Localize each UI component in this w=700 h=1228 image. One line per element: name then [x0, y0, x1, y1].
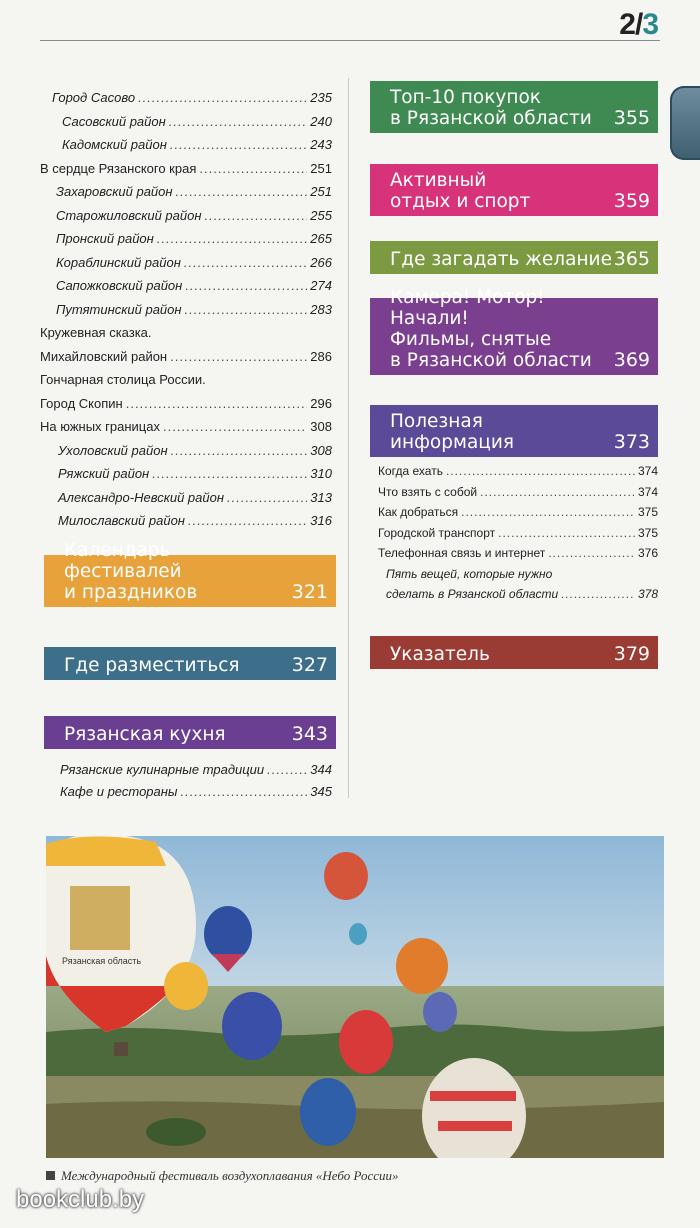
toc-entry-line: Кружевная сказка. — [40, 325, 152, 340]
toc-title: Захаровский район — [56, 184, 173, 199]
toc-title: Пронский район — [56, 231, 154, 246]
band-label: Где загадать желание — [390, 249, 612, 270]
watermark: bookclub.by — [16, 1186, 145, 1213]
toc-page: 308 — [310, 442, 332, 458]
toc-leader — [170, 345, 307, 369]
balloon-text: Рязанская область — [62, 956, 142, 966]
toc-page: 310 — [310, 466, 332, 481]
toc-entry[interactable] — [0, 439, 332, 463]
band-info[interactable] — [370, 405, 658, 457]
toc-title: Рязанские кулинарные традиции — [60, 762, 265, 777]
toc-title: Как добраться — [378, 505, 459, 519]
toc-title: Городской транспорт — [378, 525, 496, 540]
toc-entry[interactable] — [0, 274, 332, 298]
toc-page: 286 — [310, 348, 332, 364]
band-label: Календарь фестивалей и праздников — [64, 540, 198, 603]
toc-page: 376 — [637, 546, 658, 560]
toc-entry[interactable] — [60, 781, 332, 803]
toc-page: 283 — [310, 301, 332, 317]
toc-title: Александро-Невский район — [58, 489, 224, 505]
toc-page: 344 — [310, 762, 332, 777]
band-shopping[interactable] — [370, 81, 658, 133]
toc-page: 374 — [637, 484, 658, 499]
toc-page: 308 — [310, 419, 332, 434]
band-page: 355 — [613, 107, 650, 129]
toc-title: Город Сасово — [52, 90, 136, 105]
toc-page: 313 — [310, 489, 332, 505]
band-festivals[interactable] — [44, 540, 336, 607]
balloon-photo — [46, 836, 664, 1158]
toc-leader — [176, 180, 308, 204]
toc-title: В сердце Рязанского края — [40, 160, 197, 176]
toc-title: Город Скопин — [40, 395, 123, 411]
toc-leader — [561, 584, 635, 605]
toc-page: 251 — [310, 184, 332, 199]
toc-title: Милославский район — [58, 513, 185, 528]
toc-title: Сасовский район — [62, 113, 166, 129]
toc-entry[interactable] — [376, 584, 658, 605]
toc-page: 345 — [310, 784, 332, 799]
toc-page: 375 — [637, 525, 658, 540]
toc-leader — [152, 462, 307, 486]
toc-entry[interactable] — [376, 502, 658, 523]
band-page: 369 — [613, 349, 650, 371]
toc-page: 251 — [310, 160, 332, 176]
toc-page: 378 — [637, 587, 658, 601]
toc-entry[interactable] — [376, 523, 658, 544]
toc-title: Старожиловский район — [56, 207, 202, 223]
toc-entry[interactable] — [0, 462, 332, 486]
toc-leader — [163, 415, 307, 439]
toc-entry[interactable] — [0, 486, 332, 510]
band-label: Рязанская кухня — [64, 724, 226, 745]
toc-entry-line: Гончарная столица России. — [40, 372, 206, 387]
toc-title: Ряжский район — [58, 466, 150, 481]
band-label: Где разместиться — [64, 655, 240, 676]
band-label: Камера! Мотор! Начали! Фильмы, снятые в Рязанской области — [390, 287, 592, 371]
page-number: 2/3 — [619, 8, 658, 41]
band-page: 379 — [613, 643, 650, 665]
toc-leader — [185, 274, 307, 298]
photo-caption: Международный фестиваль воздухоплавания «Небо России» — [46, 1168, 398, 1184]
kitchen-toc — [60, 759, 332, 803]
toc-page: 296 — [310, 395, 332, 411]
toc-title: Путятинский район — [56, 301, 182, 317]
toc-page: 243 — [310, 137, 332, 152]
toc-entry[interactable] — [376, 482, 658, 503]
toc-leader — [169, 110, 308, 134]
toc-entry[interactable] — [0, 86, 332, 110]
toc-entry[interactable] — [0, 180, 332, 204]
band-page: 365 — [613, 248, 650, 270]
toc-leader — [227, 486, 307, 510]
toc-leader — [170, 133, 307, 157]
toc-leader — [188, 509, 307, 533]
info-toc — [376, 461, 658, 605]
band-films[interactable] — [370, 287, 658, 375]
band-index[interactable] — [370, 636, 658, 669]
toc-title: Кораблинский район — [56, 254, 181, 270]
toc-entry[interactable] — [0, 509, 332, 533]
column-divider — [348, 78, 349, 798]
toc-leader — [199, 157, 307, 181]
toc-title: Телефонная связь и интернет — [378, 546, 546, 560]
toc-title: Кадомский район — [62, 137, 167, 152]
toc-entry[interactable] — [0, 204, 332, 228]
left-toc — [0, 86, 332, 533]
toc-title: Михайловский район — [40, 348, 168, 364]
toc-title: сделать в Рязанской области — [386, 587, 559, 601]
band-label: Топ-10 покупок в Рязанской области — [390, 87, 592, 129]
toc-page: 316 — [310, 513, 332, 528]
band-accommodation[interactable] — [44, 647, 336, 680]
toc-entry[interactable] — [0, 110, 332, 134]
toc-title: Что взять с собой — [378, 484, 478, 499]
toc-title: На южных границах — [40, 419, 160, 434]
toc-entry[interactable] — [60, 759, 332, 781]
toc-page: 255 — [310, 207, 332, 223]
toc-page: 274 — [310, 278, 332, 293]
toc-leader — [498, 523, 635, 544]
toc-leader — [446, 461, 635, 482]
toc-leader — [138, 86, 307, 110]
toc-leader — [126, 392, 308, 416]
toc-entry[interactable] — [376, 461, 658, 482]
toc-title: Сапожковский район — [56, 278, 183, 293]
toc-leader — [205, 204, 308, 228]
toc-leader — [185, 298, 308, 322]
band-page: 321 — [291, 581, 328, 603]
toc-entry[interactable] — [0, 251, 332, 275]
toc-entry[interactable] — [0, 227, 332, 251]
caption-bullet — [46, 1171, 55, 1180]
toc-entry[interactable] — [0, 415, 332, 439]
toc-entry[interactable] — [0, 298, 332, 322]
header-rule — [40, 40, 660, 41]
band-label: Указатель — [390, 644, 490, 665]
toc-entry[interactable] — [0, 392, 332, 416]
band-page: 343 — [291, 723, 328, 745]
toc-entry[interactable] — [0, 345, 332, 369]
toc-entry[interactable] — [376, 543, 658, 564]
toc-leader — [480, 482, 635, 503]
band-page: 327 — [291, 654, 328, 676]
toc-page: 235 — [310, 90, 332, 105]
toc-leader — [157, 227, 307, 251]
toc-leader — [267, 759, 307, 781]
toc-title: Уxоловский район — [58, 442, 168, 458]
side-tab[interactable] — [670, 86, 700, 160]
toc-leader — [181, 781, 308, 803]
toc-title: Кафе и рестораны — [60, 784, 178, 799]
toc-leader — [171, 439, 308, 463]
band-page: 359 — [613, 190, 650, 212]
toc-page: 374 — [637, 464, 658, 478]
band-kitchen[interactable] — [44, 716, 336, 749]
band-label: Активный отдых и спорт — [390, 170, 531, 212]
toc-page: 266 — [310, 254, 332, 270]
toc-page: 375 — [637, 505, 658, 519]
toc-entry-line: Пять вещей, которые нужно — [386, 566, 553, 581]
toc-entry[interactable] — [0, 157, 332, 181]
band-wish[interactable] — [370, 241, 658, 274]
toc-page: 265 — [310, 231, 332, 246]
toc-entry[interactable] — [0, 133, 332, 157]
toc-leader — [461, 502, 635, 523]
band-page: 373 — [613, 431, 650, 453]
band-active[interactable] — [370, 164, 658, 216]
band-label: Полезная информация — [390, 411, 515, 453]
toc-page: 240 — [310, 113, 332, 129]
toc-leader — [548, 543, 635, 564]
toc-leader — [184, 251, 307, 275]
toc-title: Когда ехать — [378, 464, 443, 478]
